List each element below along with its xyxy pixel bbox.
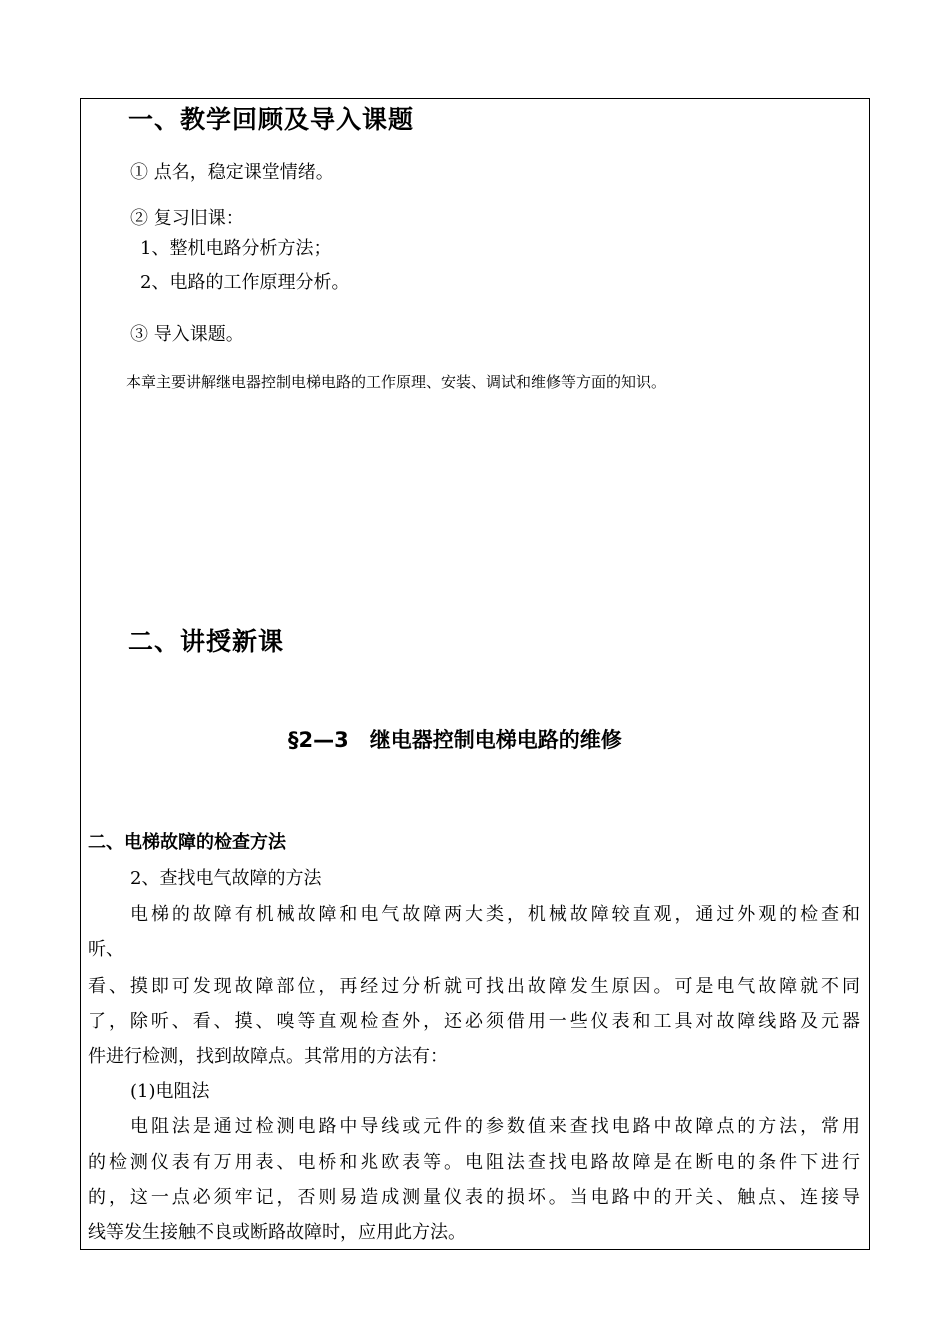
item-review-sub2: 2、电路的工作原理分析。	[140, 272, 350, 293]
section-heading-new-lesson: 二、讲授新课	[128, 627, 285, 656]
subheading-inspection-methods: 二、电梯故障的检查方法	[88, 832, 286, 853]
section-heading-review: 一、教学回顾及导入课题	[128, 105, 415, 134]
chapter-title: §2—3 继电器控制电梯电路的维修	[288, 728, 622, 752]
paragraph-line: 了，除听、看、摸、嗅等直观检查外，还必须借用一些仪表和工具对故障线路及元器	[88, 1011, 860, 1032]
paragraph-line: 听、	[88, 939, 124, 960]
item-review-old-lesson: ② 复习旧课：	[130, 208, 244, 229]
paragraph-line: 电阻法是通过检测电路中导线或元件的参数值来查找电路中故障点的方法，常用	[130, 1116, 860, 1137]
method-resistance-label: (1)电阻法	[130, 1081, 210, 1102]
subsection-electrical-faults: 2、查找电气故障的方法	[130, 868, 322, 889]
paragraph-line: 电梯的故障有机械故障和电气故障两大类，机械故障较直观，通过外观的检查和	[130, 904, 860, 925]
chapter-intro-text: 本章主要讲解继电器控制电梯电路的工作原理、安装、调试和维修等方面的知识。	[126, 373, 667, 391]
paragraph-line: 线等发生接触不良或断路故障时，应用此方法。	[88, 1222, 466, 1243]
paragraph-line: 的，这一点必须牢记，否则易造成测量仪表的损坏。当电路中的开关、触点、连接导	[88, 1187, 860, 1208]
paragraph-line: 看、摸即可发现故障部位，再经过分析就可找出故障发生原因。可是电气故障就不同	[88, 976, 860, 997]
item-roll-call: ① 点名，稳定课堂情绪。	[130, 162, 334, 183]
paragraph-line: 件进行检测，找到故障点。其常用的方法有：	[88, 1046, 448, 1067]
item-review-sub1: 1、整机电路分析方法；	[140, 238, 332, 259]
paragraph-line: 的检测仪表有万用表、电桥和兆欧表等。电阻法查找电路故障是在断电的条件下进行	[88, 1152, 860, 1173]
item-introduce-topic: ③ 导入课题。	[130, 324, 244, 345]
